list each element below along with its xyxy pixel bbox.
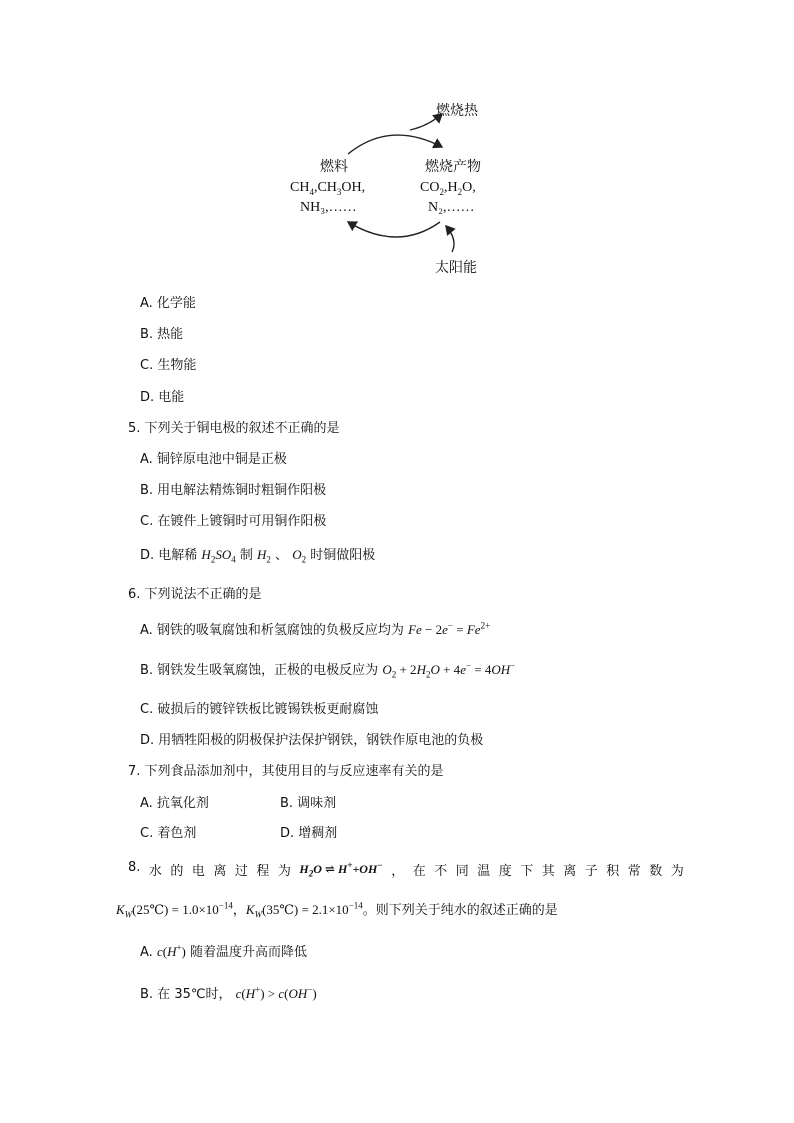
q8-char: 离: [563, 864, 577, 879]
h-plus-concentration: c(H+): [156, 942, 186, 959]
h2-formula: $H_2$: [257, 547, 271, 565]
q5-option-a: A. 铜锌原电池中铜是正极: [140, 452, 287, 467]
q7-option-c: C. 着色剂: [140, 826, 197, 841]
products-formulas-line1: $CO_2,H_2O$,: [420, 180, 476, 197]
q8-char: 度: [498, 864, 512, 879]
q8-char: 常: [627, 864, 641, 879]
q5-d-sep: 、: [275, 548, 289, 563]
q8-a-suffix: 随着温度升高而降低: [190, 945, 308, 960]
q6-option-c: C. 破损后的镀锌铁板比镀锡铁板更耐腐蚀: [140, 702, 379, 717]
q5-option-c: C. 在镀件上镀铜时可用铜作阳极: [140, 514, 327, 529]
q8-option-b: [140, 983, 317, 1002]
water-ionization-equation: $H_2O$ ⇌ H++OH−: [299, 860, 383, 879]
q5-option-d: [140, 544, 375, 565]
h2so4-formula: $H_2SO_4$: [201, 547, 236, 565]
q8-char: 数: [649, 864, 663, 879]
q8-char: 同: [455, 864, 469, 879]
q4-option-a: A. 化学能: [140, 296, 196, 311]
q8-char: 温: [477, 864, 491, 879]
q8-char: 水: [148, 864, 162, 879]
q6-option-a: [140, 619, 490, 638]
q8-char: 电: [191, 864, 205, 879]
combustion-cycle-diagram: [270, 92, 510, 277]
kw-25c: $K_W(25℃) = 1.0\times 10^{-14}$: [116, 900, 233, 920]
products-formulas-line2: N₂,……: [428, 200, 475, 215]
solar-label: 太阳能: [435, 261, 477, 276]
q5-d-mid: 制: [239, 548, 253, 563]
q5-option-b: B. 用电解法精炼铜时粗铜作阳极: [140, 483, 327, 498]
q7-option-a: A. 抗氧化剂: [140, 796, 209, 811]
q8-char: 其: [541, 864, 555, 879]
solar-input-arrow: [446, 226, 454, 252]
bottom-arc-arrow: [348, 222, 440, 237]
q8-option-a: [140, 941, 307, 960]
q4-option-d: D. 电能: [140, 390, 185, 405]
fuel-formulas-line1: $CH_4,CH_3OH$,: [290, 180, 366, 197]
q6-option-d: D. 用牺牲阳极的阴极保护法保护钢铁，钢铁作原电池的负极: [140, 733, 484, 748]
q8-line2-tail: 。则下列关于纯水的叙述正确的是: [362, 903, 558, 918]
q8-char: 的: [170, 864, 184, 879]
concentration-inequality: c(H+) > c(OH−): [235, 984, 317, 1001]
q8-char: 过: [234, 864, 248, 879]
q6-a-text: A. 钢铁的吸氧腐蚀和析氢腐蚀的负极反应均为: [140, 623, 404, 638]
q8-char: 程: [256, 864, 270, 879]
q5-d-prefix: D. 电解稀: [140, 548, 198, 563]
q6-b-text: B. 钢铁发生吸氧腐蚀，正极的电极反应为: [140, 663, 379, 678]
q6-stem: 6. 下列说法不正确的是: [128, 587, 262, 602]
kw-35c: $K_W(35℃) = 2.1\times 10^{-14}$: [245, 900, 363, 920]
fuel-label: 燃料: [320, 160, 348, 175]
heat-label: 燃烧热: [436, 104, 478, 119]
products-label: 燃烧产物: [425, 160, 481, 175]
q4-option-b: B. 热能: [140, 327, 184, 342]
top-arc-arrow: [348, 135, 442, 154]
q8-char: 在: [412, 864, 426, 879]
q8-a-prefix: A.: [140, 945, 153, 960]
q8-char: 为: [277, 864, 291, 879]
q7-stem: 7. 下列食品添加剂中，其使用目的与反应速率有关的是: [128, 764, 444, 779]
q6-option-b: [140, 659, 515, 680]
q8-char: 下: [520, 864, 534, 879]
q7-option-b: B. 调味剂: [280, 796, 337, 811]
q5-d-suffix: 时铜做阳极: [310, 548, 376, 563]
o2-formula: $O_2$: [292, 547, 307, 565]
fuel-formulas-line2: NH₃,……: [300, 200, 357, 215]
q8-stem-line1: [128, 860, 684, 879]
q8-char: ，: [391, 864, 405, 879]
q7-option-d: D. 增稠剂: [280, 826, 338, 841]
q8-char: 离: [213, 864, 227, 879]
q8-stem-line2: [116, 899, 558, 920]
q8-b-prefix: B. 在 35℃时，: [140, 987, 232, 1002]
q8-comma: ，: [232, 903, 246, 918]
q5-stem: 5. 下列关于铜电极的叙述不正确的是: [128, 421, 340, 436]
q8-char: 为: [670, 864, 684, 879]
q8-char: 8.: [128, 860, 141, 875]
q6-a-equation: $Fe - 2e^- = Fe^{2+}$: [408, 620, 491, 637]
q8-char: 不: [434, 864, 448, 879]
q8-char: 子: [584, 864, 598, 879]
q4-option-c: C. 生物能: [140, 358, 197, 373]
q6-b-equation: $O_2 + 2H_2O + 4e^- = 4OH^-$: [382, 660, 516, 680]
q8-char: 积: [606, 864, 620, 879]
